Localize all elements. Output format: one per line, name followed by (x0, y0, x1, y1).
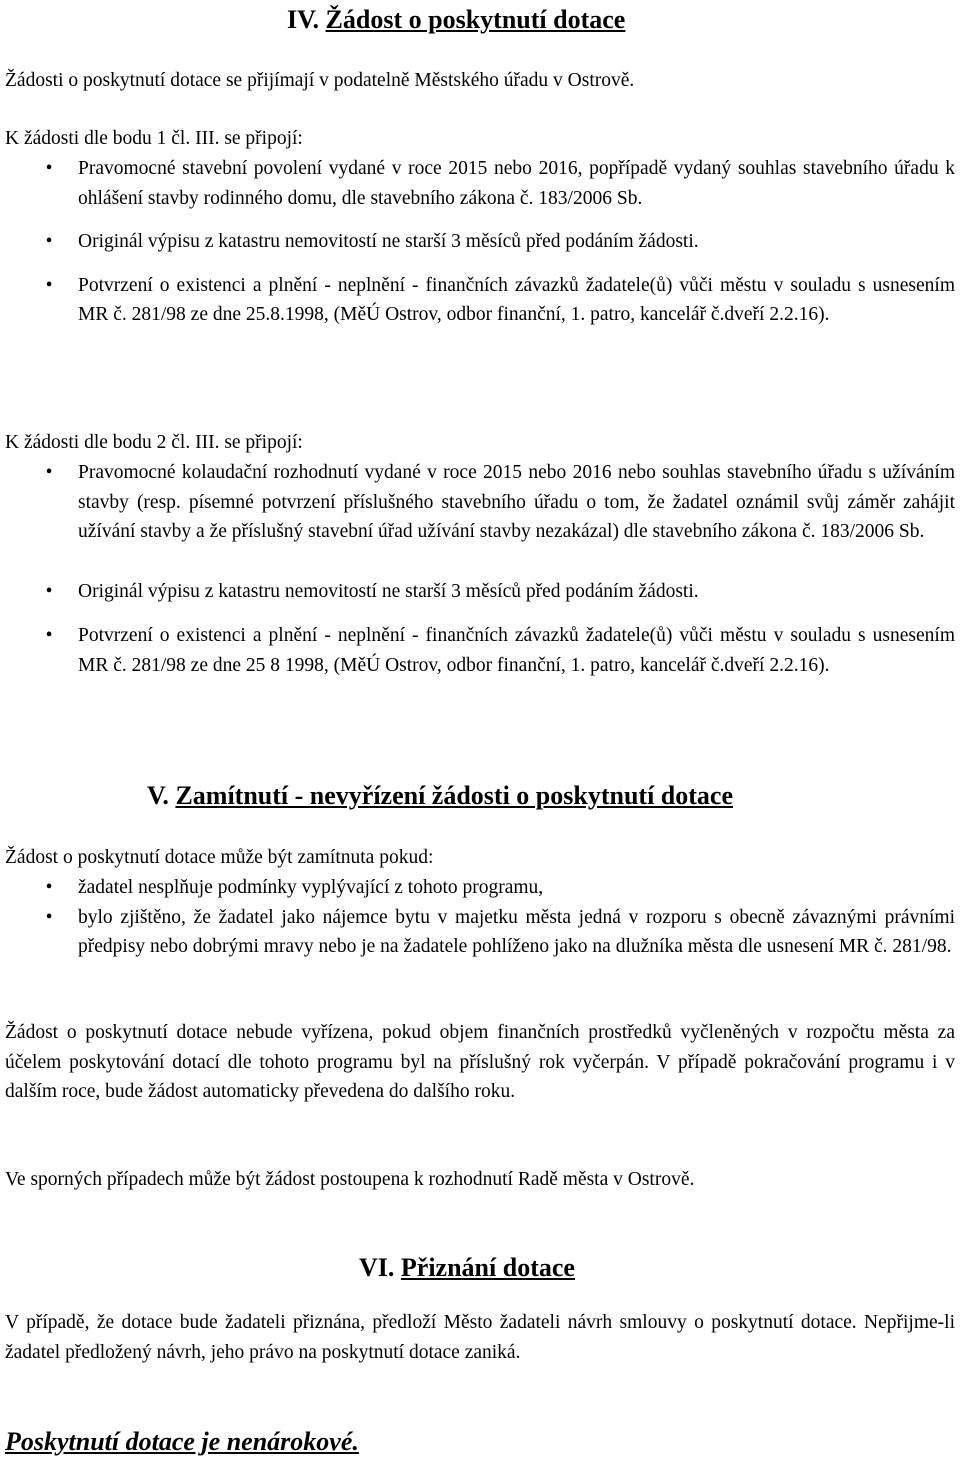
list-item-text: Originál výpisu z katastru nemovitostí ne starší 3 měsíců před podáním žádosti. (78, 231, 699, 252)
section-5-paragraph-2: Ve sporných případech může být žádost postoupena k rozhodnutí Radě města v Ostrově. (5, 1169, 695, 1190)
section-4-title: Žádost o poskytnutí dotace (325, 5, 626, 34)
section-4-number: IV. (287, 5, 320, 34)
section-6-title: Přiznání dotace (400, 1253, 575, 1282)
group-2-intro: K žádosti dle bodu 2 čl. III. se připojí: (5, 432, 303, 453)
list-item-text: Originál výpisu z katastru nemovitostí ne starší 3 měsíců před podáním žádosti. (78, 580, 699, 602)
closing-statement: Poskytnutí dotace je nenárokové. (5, 1427, 359, 1456)
bullet-icon: • (45, 906, 53, 928)
bullet-icon: • (45, 462, 53, 483)
list-item-text: Pravomocné stavební povolení vydané v roce 2015 nebo 2016, popřípadě vydaný souhlas stavebního úřadu k ohlášení stavby rodinného domu, dle stavebního zákona č. 183/2006 Sb. (78, 158, 955, 209)
section-5-number: V. (147, 781, 169, 810)
bullet-icon: • (45, 231, 53, 252)
list-item (5, 903, 955, 962)
list-item-text: žadatel nesplňuje podmínky vyplývající z tohoto programu, (78, 877, 544, 898)
section-4-intro: Žádosti o poskytnutí dotace se přijímají v podatelně Městského úřadu v Ostrově. (5, 70, 635, 91)
section-5-intro: Žádost o poskytnutí dotace může být zamítnuta pokud: (5, 847, 434, 868)
list-item (5, 577, 955, 607)
bullet-icon: • (45, 877, 53, 898)
section-6-paragraph: V případě, že dotace bude žadateli přiznána, předloží Město žadateli návrh smlouvy o poskytnutí dotace. Nepřijme-li žadatel předložený návrh, jeho právo na poskytnutí dotace zaniká. (5, 1312, 955, 1363)
list-item (5, 154, 955, 213)
section-6-number: VI. (359, 1253, 395, 1282)
bullet-icon: • (45, 274, 53, 296)
list-item-text: Potvrzení o existenci a plnění - neplnění - finančních závazků žadatele(ů) vůči městu v souladu s usnesením MR č. 281/98 ze dne 25 8 1998, (MěÚ Ostrov, odbor finanční, 1. patro, kancelář č.dveří 2.2.16). (78, 625, 955, 676)
bullet-icon: • (45, 580, 53, 602)
list-item (5, 227, 955, 257)
section-4-heading (287, 4, 625, 36)
group-1-intro: K žádosti dle bodu 1 čl. III. se připojí: (5, 128, 303, 149)
list-item (5, 621, 955, 680)
list-item-text: bylo zjištěno, že žadatel jako nájemce bytu v majetku města jedná v rozporu s obecně závaznými právními předpisy nebo dobrými mravy nebo je na žadatele pohlíženo jako na dlužníka města dle usnesení MR č. 281/98. (78, 906, 955, 957)
list-item-text: Potvrzení o existenci a plnění - neplnění - finančních závazků žadatele(ů) vůči městu v souladu s usnesením MR č. 281/98 ze dne 25.8.1998, (MěÚ Ostrov, odbor finanční, 1. patro, kancelář č.dveří 2.2.16). (78, 274, 955, 325)
list-item (5, 458, 955, 547)
group-2-list (5, 458, 955, 680)
section-5-paragraph-1: Žádost o poskytnutí dotace nebude vyřízena, pokud objem finančních prostředků vyčleněných v rozpočtu města za účelem poskytování dotací dle tohoto programu byl na příslušný rok vyčerpán. V případě pokračování programu i v dalším roce, bude žádost automaticky převedena do dalšího roku. (5, 1022, 955, 1102)
rejection-list (5, 873, 955, 962)
group-1-list (5, 154, 955, 330)
bullet-icon: • (45, 625, 53, 646)
list-item-text: Pravomocné kolaudační rozhodnutí vydané v roce 2015 nebo 2016 nebo souhlas stavebního úřadu s užíváním stavby (resp. písemné potvrzení příslušného stavebního úřadu o tom, že žadatel oznámil svůj záměr zahájit užívání stavby a že příslušný stavební úřad užívání stavby nezakázal) dle stavebního zákona č. 183/2006 Sb. (78, 462, 955, 542)
section-6-heading (359, 1252, 575, 1284)
list-item (5, 271, 955, 330)
section-5-heading (147, 780, 733, 812)
section-5-title: Zamítnutí - nevyřízení žádosti o poskytnutí dotace (175, 781, 734, 810)
list-item (5, 873, 955, 903)
bullet-icon: • (45, 158, 53, 179)
